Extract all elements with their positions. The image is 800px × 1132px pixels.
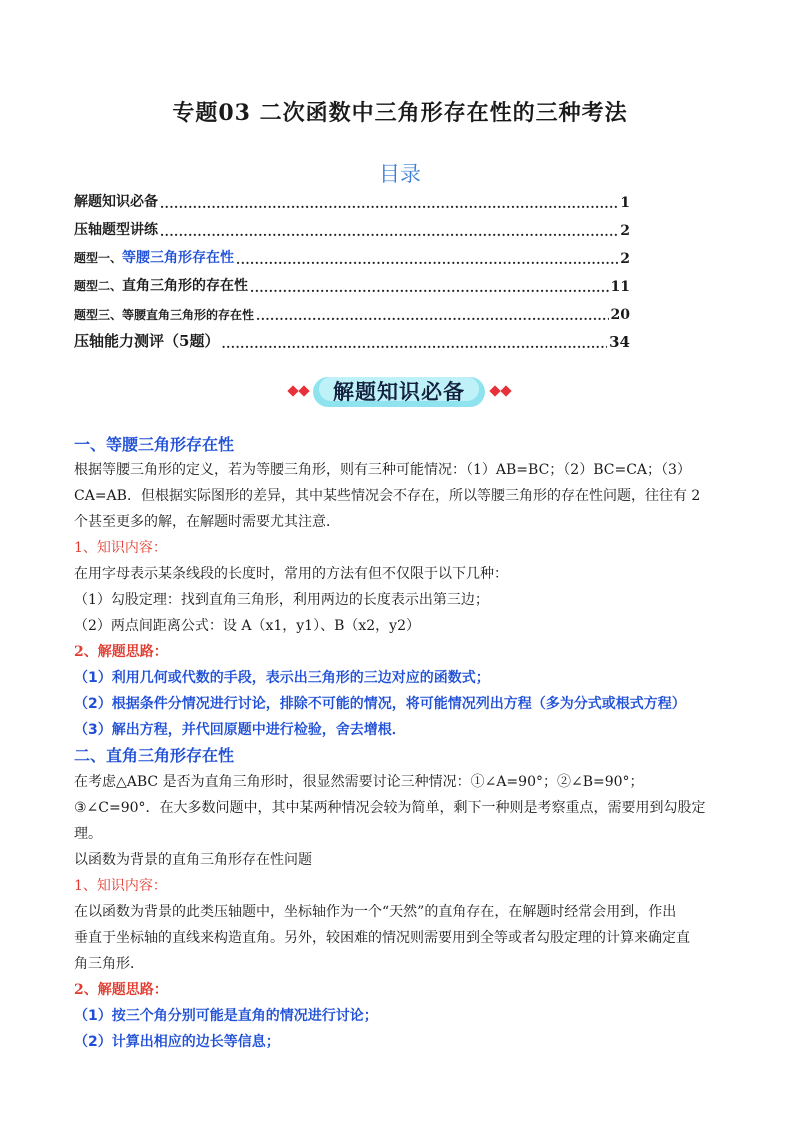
paragraph-line: 在以函数为背景的此类压轴题中，坐标轴作为一个“天然”的直角存在，在解题时经常会用到，作出 [74, 904, 677, 920]
subsection-label: 1、知识内容： [74, 878, 167, 894]
toc-leader [250, 281, 609, 295]
diamond-icon [489, 385, 500, 396]
toc-entry-type1[interactable] [74, 239, 630, 267]
diamond-icon [298, 385, 309, 396]
toc-leader [160, 225, 618, 239]
subsection-label: 2、解题思路： [74, 982, 168, 998]
paragraph-line: 个甚至更多的解，在解题时需要尤其注意． [74, 514, 340, 530]
toc-entry-prefix: 题型二、 [74, 279, 123, 293]
section-heading: 一、等腰三角形存在性 [74, 435, 235, 454]
idea-step: （1）按三个角分别可能是直角的情况进行讨论； [74, 1008, 378, 1024]
toc-entry-page: 34 [609, 333, 630, 351]
section-heading: 二、直角三角形存在性 [74, 746, 235, 765]
toc-entry-label [74, 247, 234, 267]
table-of-contents [74, 183, 630, 351]
toc-entry-practice[interactable] [74, 211, 630, 239]
toc-entry-label [74, 275, 248, 295]
paragraph-line: 根据等腰三角形的定义，若为等腰三角形，则有三种可能情况：（1）AB=BC；（2）BC=CA；（3） [74, 462, 691, 478]
toc-entry-type3[interactable] [74, 295, 630, 323]
paragraph-line: 以函数为背景的直角三角形存在性问题 [74, 852, 312, 868]
toc-entry-test[interactable] [74, 323, 630, 351]
toc-entry-link[interactable]: 直角三角形的存在性 [122, 278, 249, 294]
toc-entry-page: 1 [620, 195, 630, 211]
idea-step: （2）根据条件分情况进行讨论，排除不可能的情况，将可能情况列出方程（多为分式或根式方程） [74, 696, 686, 712]
paragraph-line: 垂直于坐标轴的直线来构造直角。另外，较困难的情况则需要用到全等或者勾股定理的计算来确定直 [74, 930, 690, 946]
paragraph-line: CA=AB．但根据实际图形的差异，其中某些情况会不存在，所以等腰三角形的存在性问题，往往有 2 [74, 488, 701, 504]
idea-step: （1）利用几何或代数的手段，表示出三角形的三边对应的函数式； [74, 670, 490, 686]
subsection-label: 1、知识内容： [74, 540, 167, 556]
toc-entry-page: 11 [610, 279, 630, 295]
paragraph-line: 在考虑△ABC 是否为直角三角形时，很显然需要讨论三种情况：①∠A=90°；②∠B=90°； [74, 774, 644, 790]
diamond-icon [500, 385, 511, 396]
banner-title: 解题知识必备 [333, 380, 465, 404]
idea-step: （2）计算出相应的边长等信息； [74, 1034, 280, 1050]
toc-entry-label: 解题知识必备 [74, 194, 158, 210]
toc-entry-prefix: 题型一、 [74, 251, 123, 265]
toc-entry-label: 压轴题型讲练 [74, 222, 158, 238]
toc-entry-page: 20 [610, 307, 630, 323]
toc-entry-type2[interactable] [74, 267, 630, 295]
toc-entry-page: 2 [620, 223, 630, 239]
paragraph-line: （2）两点间距离公式：设 A（x1，y1）、B（x2，y2） [74, 618, 420, 634]
idea-step: （3）解出方程，并代回原题中进行检验，舍去增根． [74, 722, 406, 738]
diamond-icon [287, 385, 298, 396]
subsection-label: 2、解题思路： [74, 644, 168, 660]
paragraph-line: 理。 [74, 826, 102, 842]
toc-heading: 目录 [379, 162, 421, 186]
toc-leader [221, 337, 607, 351]
toc-leader [160, 197, 618, 211]
paragraph-line: 在用字母表示某条线段的长度时，常用的方法有但不仅限于以下几种： [74, 566, 508, 582]
section-banner [283, 373, 517, 411]
toc-entry-link[interactable]: 等腰三角形存在性 [122, 250, 235, 266]
paragraph-line: （1）勾股定理：找到直角三角形，利用两边的长度表示出第三边； [74, 592, 489, 608]
toc-leader [256, 309, 609, 323]
toc-entry-label: 题型三、等腰直角三角形的存在性 [74, 308, 255, 322]
toc-entry-knowledge[interactable] [74, 183, 630, 211]
paragraph-line: 角三角形． [74, 956, 144, 972]
paragraph-line: ③∠C=90°．在大多数问题中，其中某两种情况会较为简单，剩下一种则是考察重点，需要用到勾股定 [74, 800, 706, 816]
toc-entry-page: 2 [620, 251, 630, 267]
toc-leader [236, 253, 618, 267]
page-title: 专题03 二次函数中三角形存在性的三种考法 [172, 100, 628, 126]
toc-entry-label: 压轴能力测评（5题） [74, 332, 220, 350]
